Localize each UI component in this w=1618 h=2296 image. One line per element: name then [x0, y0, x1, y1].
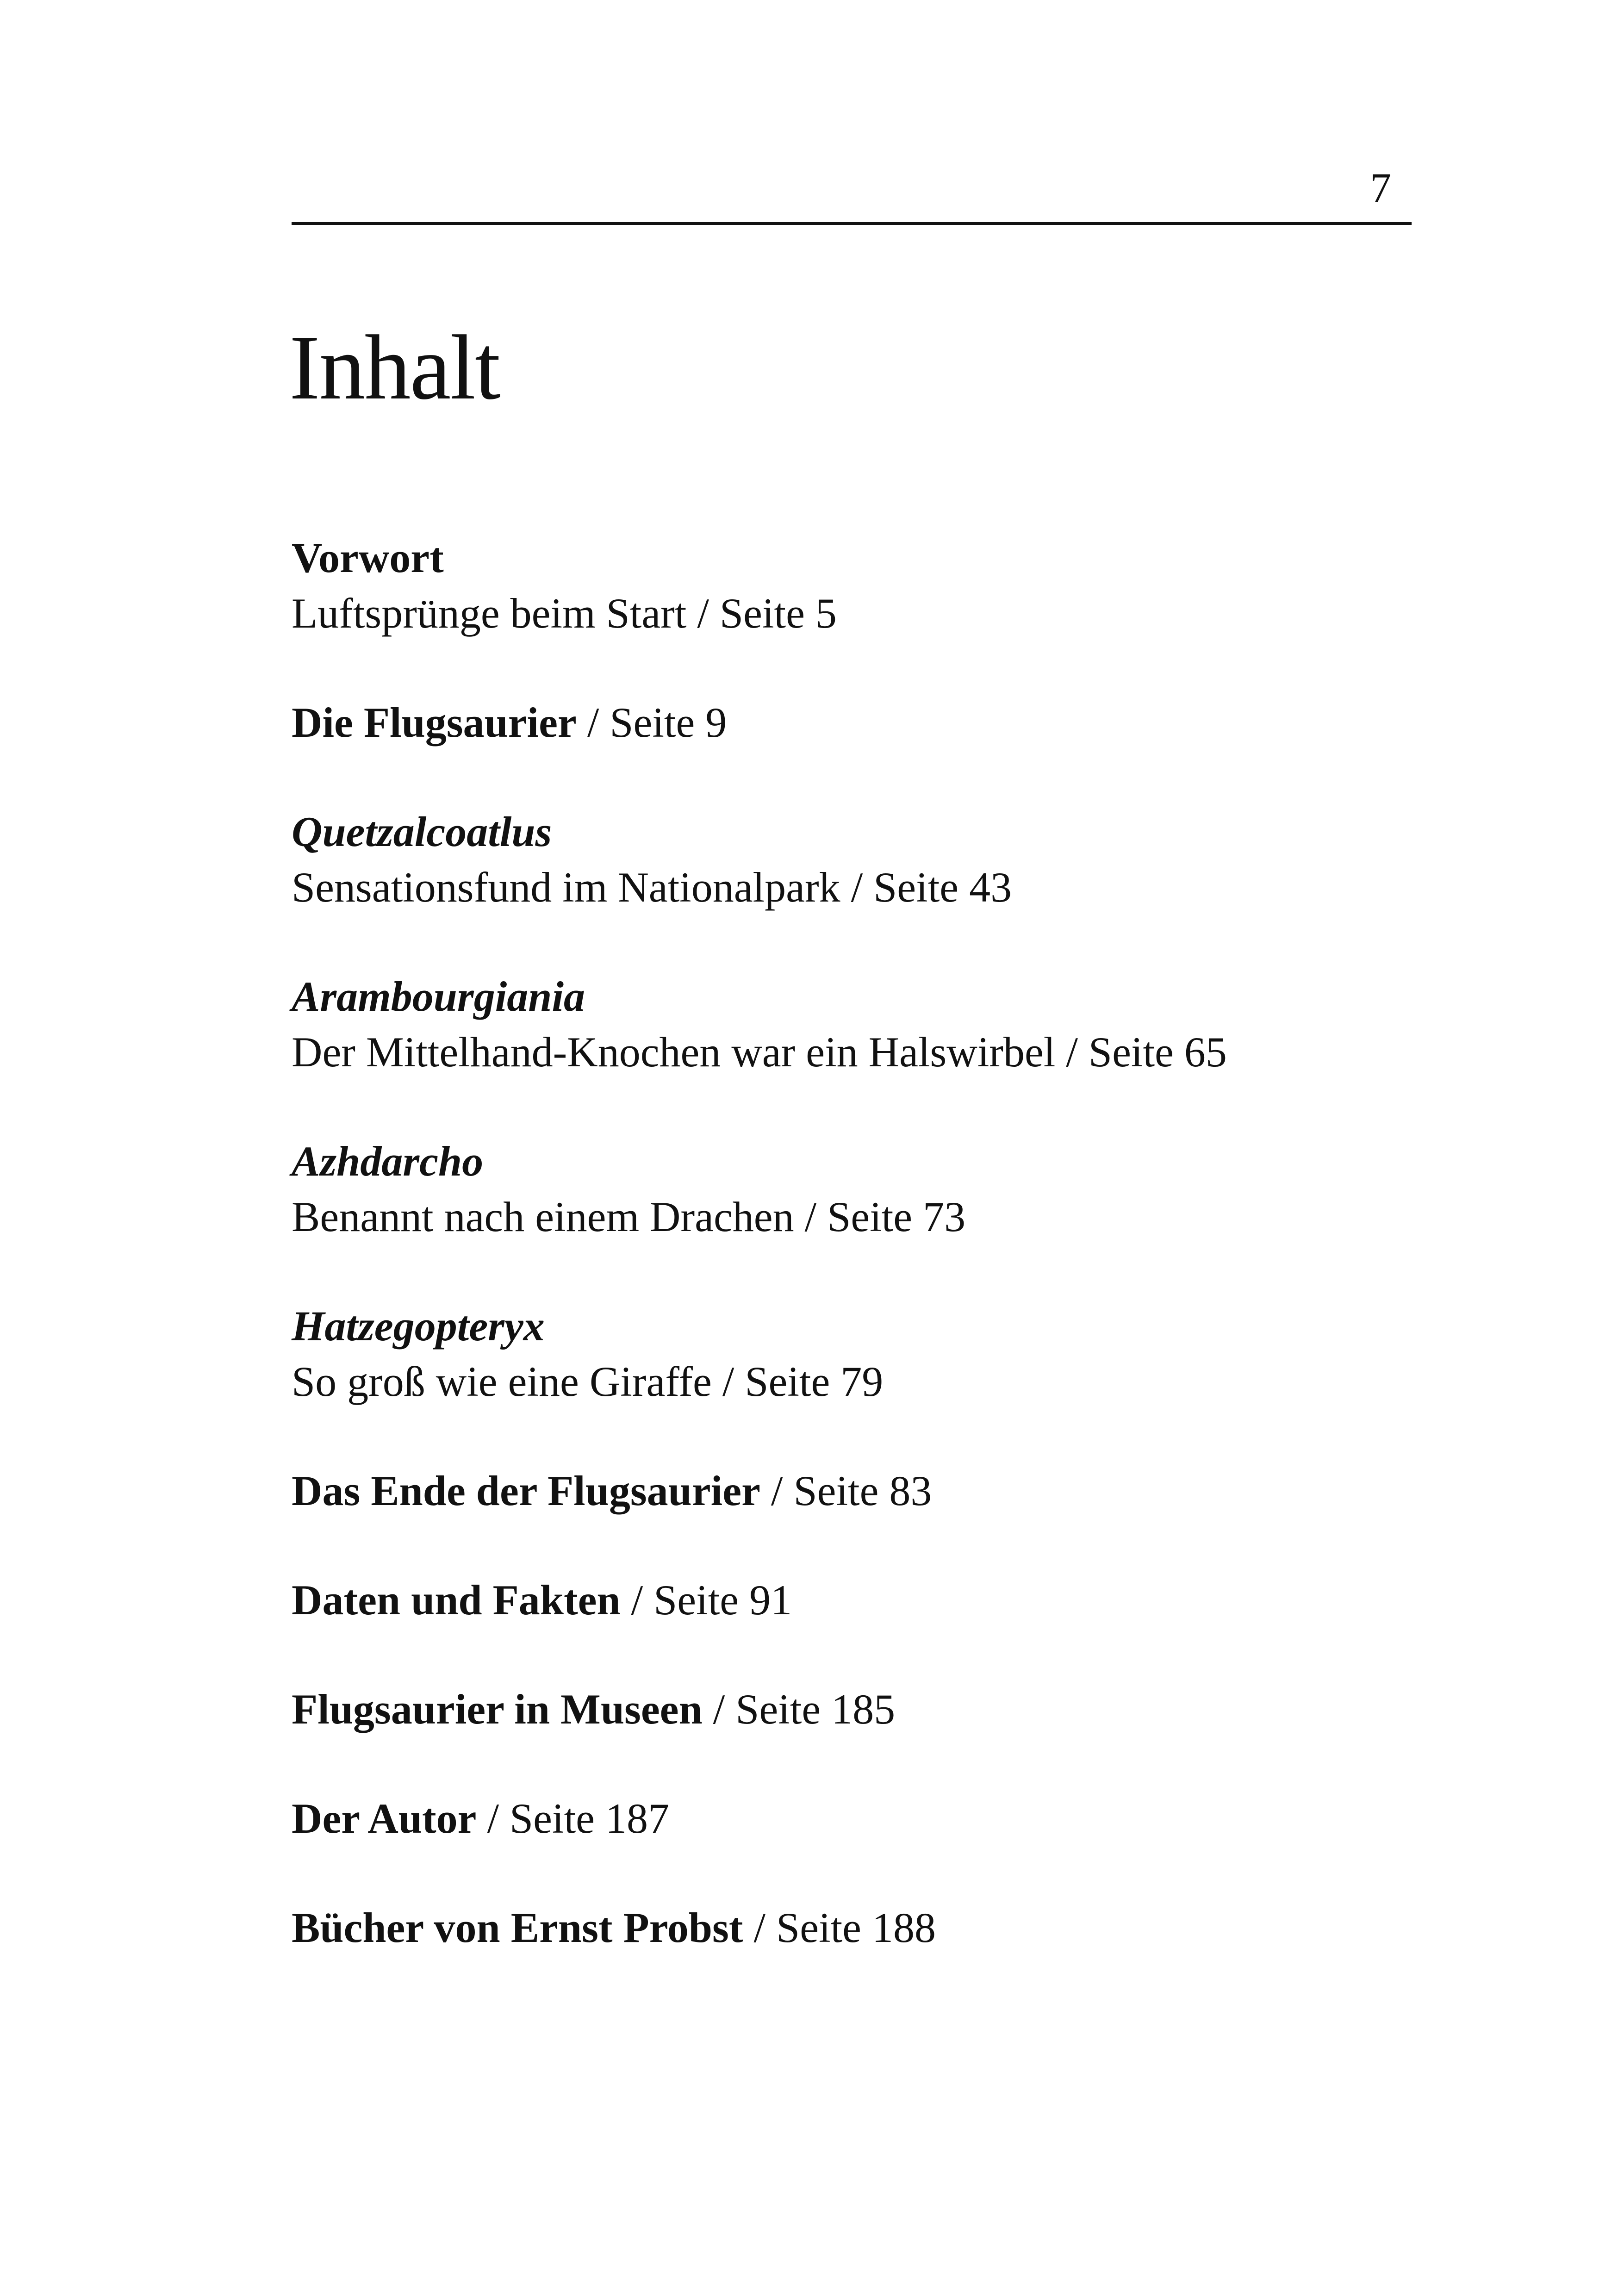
toc-entry-heading: Die Flugsaurier — [292, 699, 577, 746]
toc-entry-heading: Der Autor — [292, 1795, 477, 1842]
toc-entry-heading: Hatzegopteryx — [292, 1302, 545, 1350]
toc-entry-heading: Azhdarcho — [292, 1138, 484, 1185]
toc-entry-page-ref: / Seite 91 — [620, 1576, 792, 1624]
toc-entry-der-autor[interactable] — [292, 1791, 1449, 1846]
toc-entry-hatzegopteryx[interactable] — [292, 1298, 1449, 1409]
toc-entry-heading: Arambourgiania — [292, 973, 585, 1020]
toc-entry-page-ref: / Seite 83 — [760, 1467, 932, 1514]
toc-entry-subtitle: Benannt nach einem Drachen / Seite 73 — [292, 1193, 966, 1240]
toc-entry-daten-und-fakten[interactable] — [292, 1572, 1449, 1628]
toc-entry-azhdarcho[interactable] — [292, 1133, 1449, 1244]
toc-entry-subtitle: Sensationsfund im Nationalpark / Seite 43 — [292, 864, 1012, 911]
toc-entry-subtitle: So groß wie eine Giraffe / Seite 79 — [292, 1358, 884, 1405]
table-of-contents — [292, 530, 1449, 2009]
toc-entry-heading: Das Ende der Flugsaurier — [292, 1467, 760, 1514]
toc-entry-vorwort[interactable] — [292, 530, 1449, 641]
toc-entry-die-flugsaurier[interactable] — [292, 695, 1449, 750]
page-number: 7 — [1370, 164, 1391, 212]
toc-entry-heading: Flugsaurier in Museen — [292, 1686, 703, 1733]
toc-entry-heading: Bücher von Ernst Probst — [292, 1904, 743, 1951]
toc-entry-quetzalcoatlus[interactable] — [292, 804, 1449, 915]
toc-entry-das-ende-der-flugsaurier[interactable] — [292, 1463, 1449, 1518]
header-rule — [292, 222, 1412, 225]
toc-entry-page-ref: / Seite 187 — [476, 1795, 669, 1842]
toc-entry-heading: Vorwort — [292, 534, 444, 581]
toc-entry-heading: Daten und Fakten — [292, 1576, 621, 1624]
toc-entry-flugsaurier-in-museen[interactable] — [292, 1681, 1449, 1737]
toc-entry-subtitle: Luftsprünge beim Start / Seite 5 — [292, 590, 837, 637]
toc-entry-subtitle: Der Mittelhand-Knochen war ein Halswirbel / Seite 65 — [292, 1028, 1227, 1076]
toc-entry-buecher-von-ernst-probst[interactable] — [292, 1900, 1449, 1955]
toc-entry-page-ref: / Seite 188 — [743, 1904, 936, 1951]
toc-entry-arambourgiania[interactable] — [292, 969, 1449, 1080]
toc-entry-page-ref: / Seite 9 — [576, 699, 727, 746]
toc-entry-page-ref: / Seite 185 — [702, 1686, 896, 1733]
page-title: Inhalt — [289, 317, 500, 419]
toc-entry-heading: Quetzalcoatlus — [292, 808, 552, 855]
